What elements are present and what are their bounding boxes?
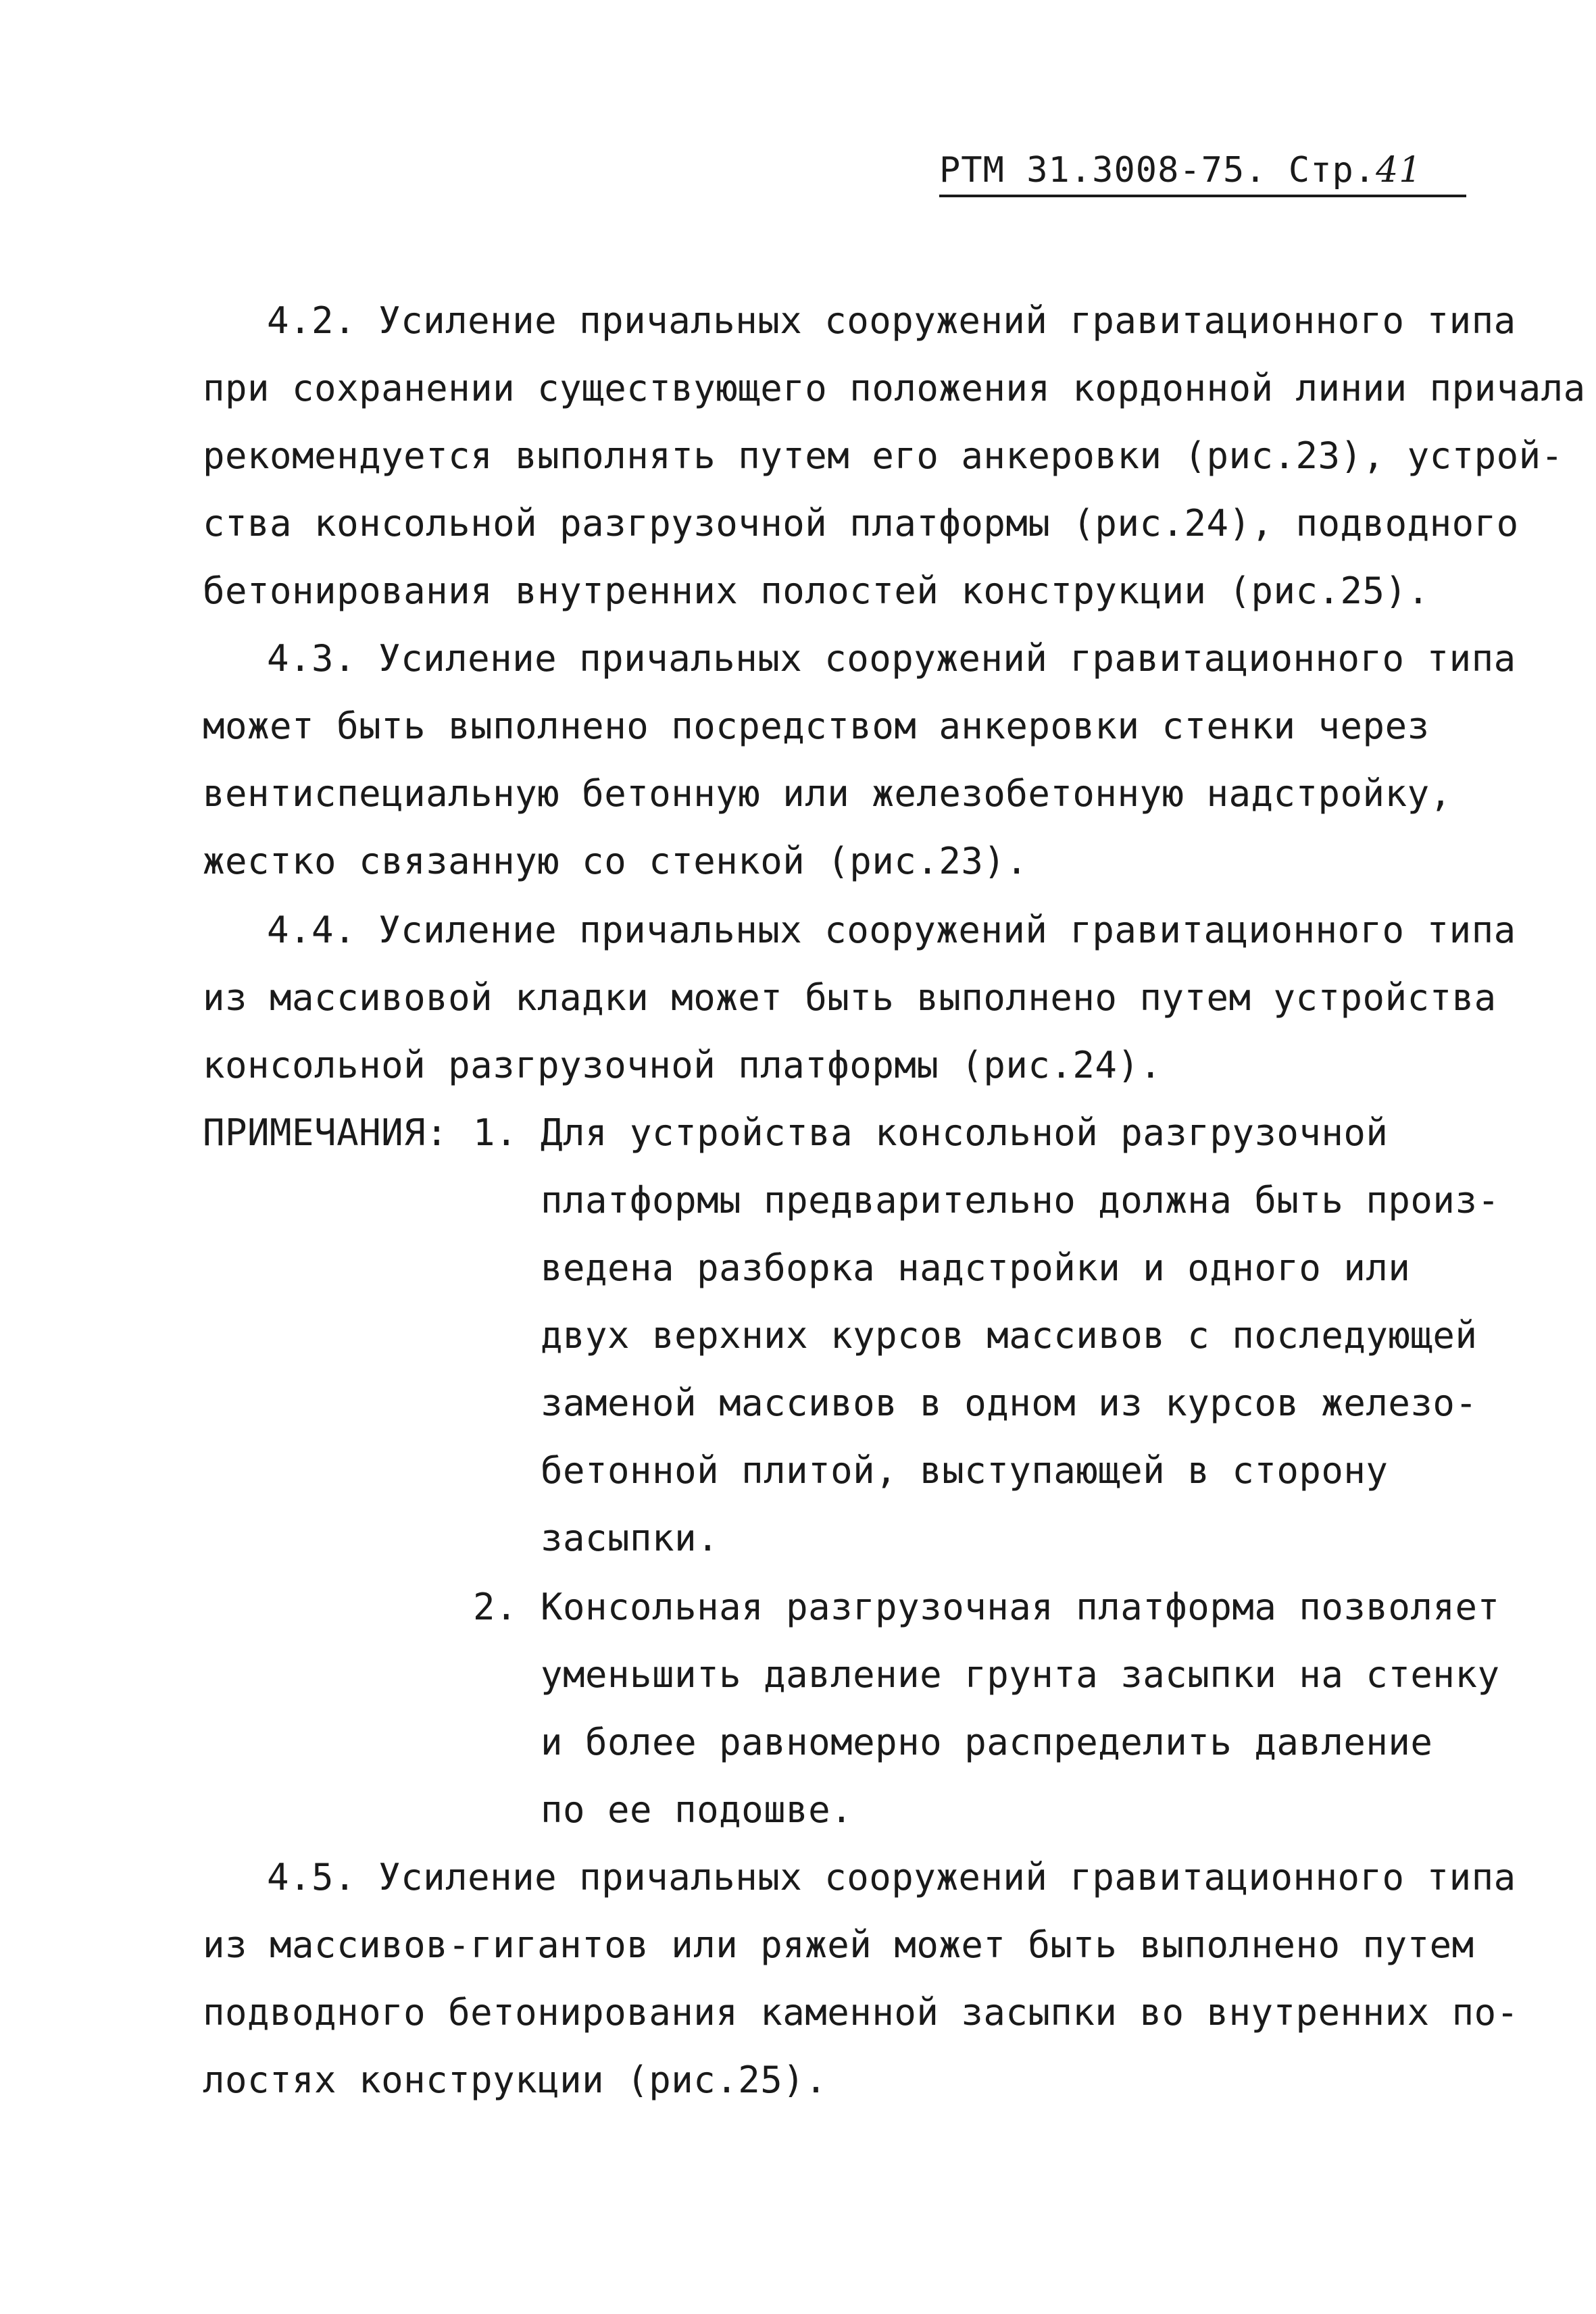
page-header xyxy=(939,150,1466,197)
note-2-line-2: уменьшить давление грунта засыпки на стенку xyxy=(541,1653,1500,1696)
p44-line-1: 4.4. Усиление причальных сооружений гравитационного типа xyxy=(267,909,1516,951)
note-1-line-3: ведена разборка надстройки и одного или xyxy=(541,1247,1411,1289)
p45-line-2: из массивов-гигантов или ряжей может быть выполнено путем xyxy=(203,1923,1474,1966)
p42-line-1: 4.2. Усиление причальных сооружений гравитационного типа xyxy=(267,299,1516,342)
note-2-line-1: Консольная разгрузочная платформа позволяет xyxy=(541,1586,1500,1628)
note-1-number: 1. xyxy=(473,1111,518,1154)
notes-label: ПРИМЕЧАНИЯ: xyxy=(203,1111,449,1154)
p42-line-2: при сохранении существующего положения кордонной линии причала xyxy=(203,367,1586,409)
note-1-line-7: засыпки. xyxy=(541,1517,720,1559)
note-1-line-6: бетонной плитой, выступающей в сторону xyxy=(541,1449,1389,1492)
note-2-line-3: и более равномерно распределить давление xyxy=(541,1721,1433,1763)
p42-line-5: бетонирования внутренних полостей конструкции (рис.25). xyxy=(203,570,1430,612)
p43-line-2: может быть выполнено посредством анкеровки стенки через xyxy=(203,705,1430,747)
p42-line-3: рекомендуется выполнять путем его анкеровки (рис.23), устрой- xyxy=(203,434,1564,477)
p43-line-1: 4.3. Усиление причальных сооружений гравитационного типа xyxy=(267,637,1516,680)
p43-line-4: жестко связанную со стенкой (рис.23). xyxy=(203,840,1028,882)
p44-line-3: консольной разгрузочной платформы (рис.24). xyxy=(203,1044,1162,1086)
document-id: РТМ 31.3008-75. Стр. xyxy=(939,150,1376,191)
p45-line-3: подводного бетонирования каменной засыпки во внутренних по- xyxy=(203,1991,1519,2034)
note-1-line-2: платформы предварительно должна быть произ- xyxy=(541,1179,1500,1222)
note-1-line-5: заменой массивов в одном из курсов железо- xyxy=(541,1382,1478,1424)
note-1-line-1: Для устройства консольной разгрузочной xyxy=(541,1111,1389,1154)
note-2-line-4: по ее подошве. xyxy=(541,1788,853,1831)
p45-line-4: лостях конструкции (рис.25). xyxy=(203,2059,828,2101)
p45-line-1: 4.5. Усиление причальных сооружений гравитационного типа xyxy=(267,1856,1516,1898)
note-1-line-4: двух верхних курсов массивов с последующей xyxy=(541,1314,1478,1357)
page-number: 41 xyxy=(1376,150,1422,191)
p43-line-3: вентиспециальную бетонную или железобетонную надстройку, xyxy=(203,772,1452,815)
note-2-number: 2. xyxy=(473,1586,518,1628)
p44-line-2: из массивовой кладки может быть выполнено путем устройства xyxy=(203,976,1497,1019)
p42-line-4: ства консольной разгрузочной платформы (рис.24), подводного xyxy=(203,502,1519,545)
